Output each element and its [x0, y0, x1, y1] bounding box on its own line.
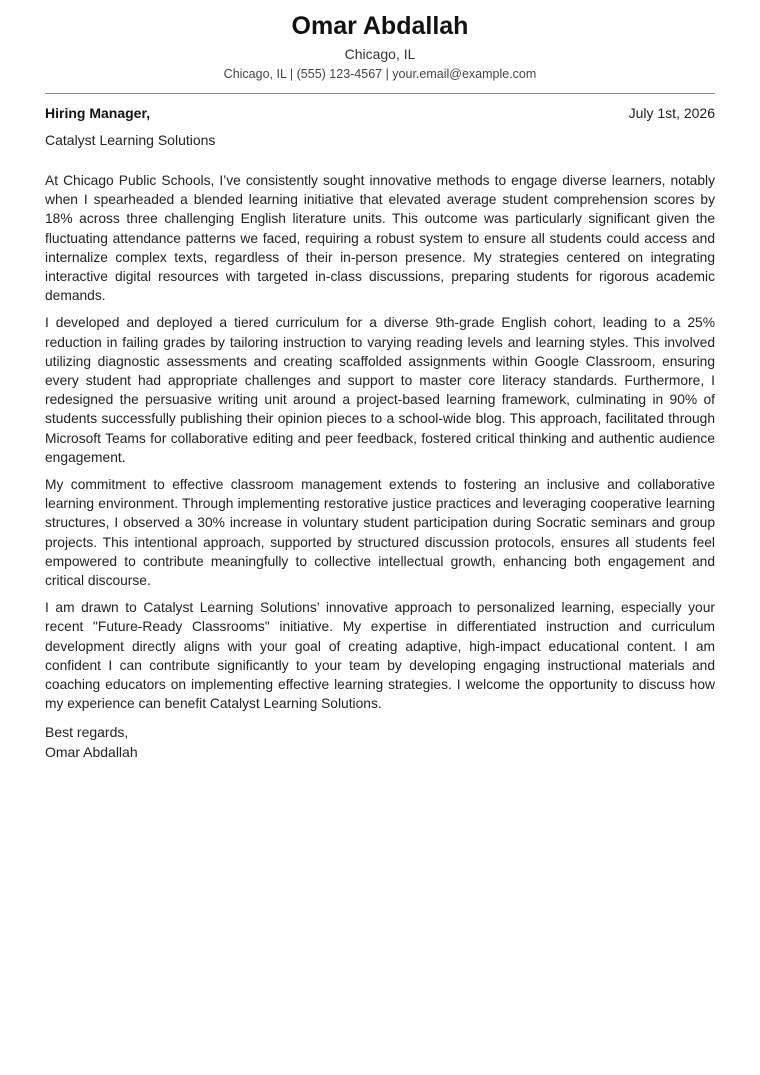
company-name: Catalyst Learning Solutions [45, 132, 216, 148]
closing-salutation: Best regards, [45, 724, 129, 741]
recipient-date-row [45, 104, 715, 122]
body-paragraph-3: My commitment to effective classroom management extends to fostering an inclusive and collaborative learning environment. Through implementing restorative justice practices and leveraging cooperative learning structures, I observed a 30% increase in voluntary student participation during Socratic seminars and group projects. This intentional approach, supported by structured discussion protocols, ensures all students feel empowered to contribute meaningfully to collective intellectual growth, enhancing both engagement and critical discourse. [45, 477, 715, 589]
letter-date: July 1st, 2026 [628, 105, 715, 121]
header-divider [45, 93, 715, 94]
applicant-name: Omar Abdallah [291, 12, 469, 40]
signature-name: Omar Abdallah [45, 743, 138, 760]
contact-line: Chicago, IL | (555) 123-4567 | your.email@example.com [223, 67, 537, 81]
letter-body [45, 171, 715, 713]
body-paragraph-2: I developed and deployed a tiered curriculum for a diverse 9th-grade English cohort, leading to a 25% reduction in failing grades by tailoring instruction to varying reading levels and learning styles. This involved utilizing diagnostic assessments and creating scaffolded assignments within Google Classroom, ensuring every student had appropriate challenges and support to master core literacy standards. Furthermore, I redesigned the persuasive writing unit around a project-based learning framework, culminating in 90% of students successfully publishing their opinion pieces to a school-wide blog. This approach, facilitated through Microsoft Teams for collaborative editing and peer feedback, fostered critical thinking and authentic audience engagement. [45, 315, 715, 465]
body-paragraph-4: I am drawn to Catalyst Learning Solutions’ innovative approach to personalized learning, especially your recent "Future-Ready Classrooms" initiative. My expertise in differentiated instruction and curriculum development directly aligns with your goal of creating adaptive, high-impact educational content. I am confident I can contribute significantly to your team by developing engaging instructional materials and coaching educators on implementing effective learning strategies. I welcome the opportunity to discuss how my experience can benefit Catalyst Learning Solutions. [45, 600, 715, 712]
letter-closing [45, 723, 715, 762]
applicant-location: Chicago, IL [344, 46, 416, 62]
recipient: Hiring Manager, [45, 105, 151, 121]
body-paragraph-1: At Chicago Public Schools, I’ve consistently sought innovative methods to engage diverse learners, notably when I spearheaded a blended learning initiative that elevated average student comprehension scores by 18% across three challenging English literature units. This outcome was particularly significant given the fluctuating attendance patterns we faced, requiring a robust system to ensure all students could access and internalize complex texts, regardless of their in-person presence. My strategies centered on integrating interactive digital resources with targeted in-class discussions, preparing students for rigorous academic demands. [45, 173, 715, 304]
